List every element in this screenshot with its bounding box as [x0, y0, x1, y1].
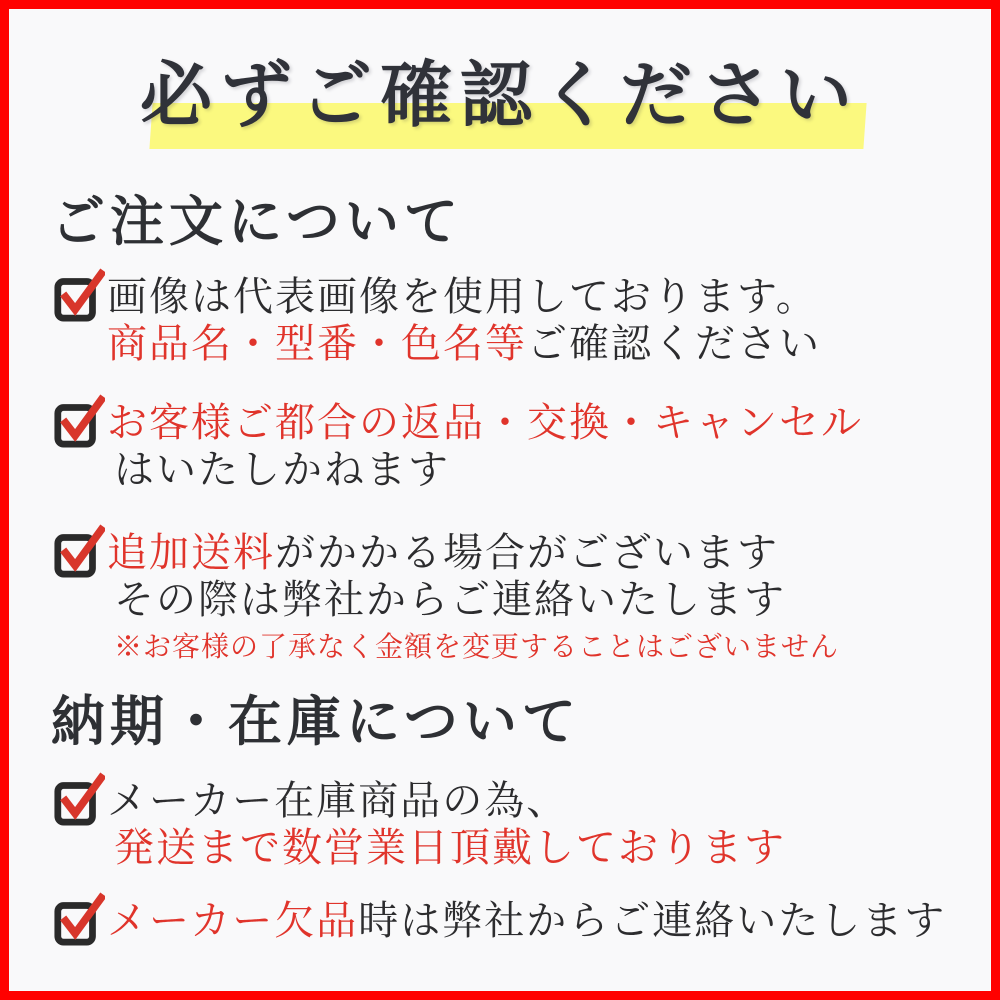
item-text-emphasis: お客様ご都合の返品・交換・キャンセル	[107, 400, 863, 445]
checkbox-checked-icon	[53, 524, 105, 580]
item-text-emphasis: メーカー欠品	[107, 898, 359, 943]
item-line	[107, 576, 839, 623]
section-heading-order: ご注文について	[51, 192, 463, 252]
item-text-emphasis: 商品名・型番・色名等	[107, 321, 527, 366]
page-title-text: 必ずご確認ください	[139, 56, 860, 136]
section-heading-stock: 納期・在庫について	[51, 692, 581, 752]
item-text-segment: がかかる場合がございます	[275, 530, 779, 575]
item-text-segment: 画像は代表画像を使用しております。	[107, 274, 818, 319]
item-text-segment: その際は弊社からご連絡いたします	[114, 577, 786, 622]
notice-item	[53, 399, 863, 493]
item-line	[107, 824, 786, 871]
item-line	[107, 320, 821, 367]
notice-item	[53, 529, 839, 668]
checkbox-checked-icon	[53, 892, 105, 948]
notice-item	[53, 897, 946, 948]
item-text-segment: メーカー在庫商品の為、	[107, 778, 569, 823]
item-text	[107, 273, 821, 367]
item-text-segment: はいたしかねます	[114, 447, 450, 492]
notice-item	[53, 777, 786, 871]
item-text	[107, 529, 839, 668]
item-line	[107, 273, 821, 320]
item-text	[107, 777, 786, 871]
page-title	[9, 51, 991, 141]
item-text-emphasis: 発送まで数営業日頂戴しております	[114, 825, 786, 870]
item-text-emphasis: 追加送料	[107, 530, 275, 575]
item-footnote	[107, 628, 839, 668]
notice-item	[53, 273, 821, 367]
item-text-segment: ご確認ください	[527, 321, 821, 366]
checkbox-checked-icon	[53, 394, 105, 450]
item-line	[107, 399, 863, 446]
item-line	[107, 529, 839, 576]
item-footnote-text: ※お客様の了承なく金額を変更することはございません	[114, 632, 840, 663]
item-line	[107, 777, 786, 824]
checkbox-checked-icon	[53, 268, 105, 324]
item-text	[107, 897, 946, 944]
item-line	[107, 897, 946, 944]
item-text-segment: 時は弊社からご連絡いたします	[358, 898, 947, 943]
checkbox-checked-icon	[53, 772, 105, 828]
item-text	[107, 399, 863, 493]
item-line	[107, 446, 863, 493]
